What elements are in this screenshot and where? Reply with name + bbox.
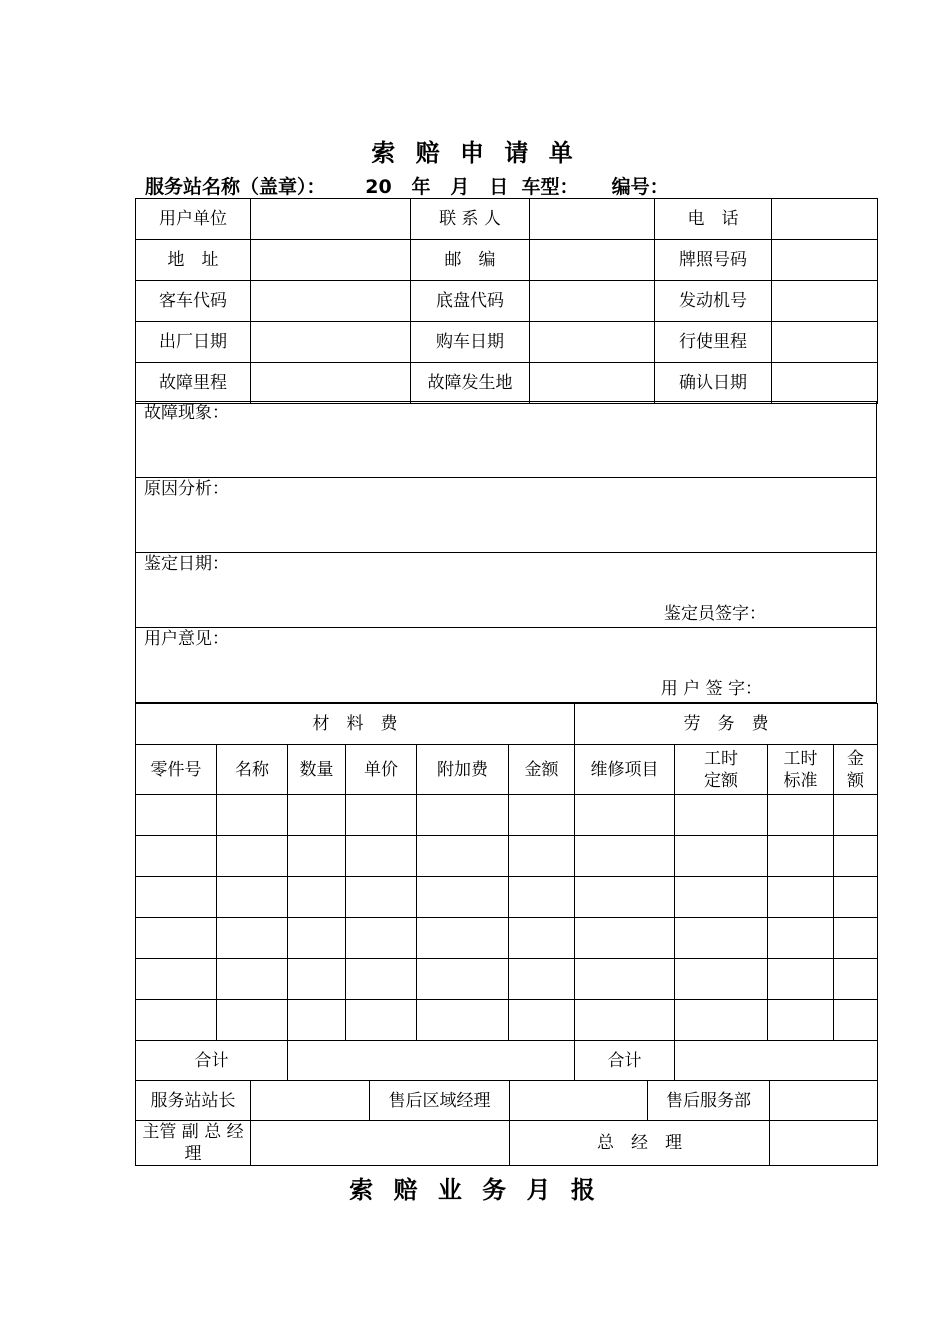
info-label: 底盘代码 [411,281,530,322]
approval-label: 售后服务部 [648,1081,770,1121]
info-label: 用户单位 [136,199,251,240]
table-cell[interactable] [288,918,346,959]
info-value-field[interactable] [530,240,655,281]
table-cell[interactable] [575,918,675,959]
next-title: 索 赔 业 务 月 报 [349,1176,601,1204]
table-cell[interactable] [575,795,675,836]
info-value-field[interactable] [772,322,878,363]
table-cell[interactable] [834,918,878,959]
column-header: 名称 [217,745,288,795]
info-row [136,322,878,363]
table-cell[interactable] [675,918,768,959]
table-cell[interactable] [217,1000,288,1041]
table-cell[interactable] [417,918,509,959]
info-label: 电 话 [655,199,772,240]
info-label: 购车日期 [411,322,530,363]
info-value-field[interactable] [530,363,655,404]
column-header: 单价 [346,745,417,795]
info-label: 故障里程 [136,363,251,404]
form-title: 索 赔 申 请 单 [371,139,579,167]
table-cell[interactable] [417,795,509,836]
number-label: 编号： [611,176,669,198]
year-label: 年 [411,176,431,198]
approval-signature-field[interactable] [251,1121,510,1166]
table-cell[interactable] [136,1000,217,1041]
column-header: 金 额 [834,745,878,795]
table-cell[interactable] [136,795,217,836]
material-fee-header: 材 料 费 [136,704,575,745]
user-sign-label: 用 户 签 字： [660,679,762,699]
table-cell[interactable] [575,877,675,918]
table-cell[interactable] [575,836,675,877]
table-cell[interactable] [675,836,768,877]
column-header: 工时 定额 [675,745,768,795]
user-opinion-cell [136,628,877,703]
table-cell[interactable] [217,877,288,918]
table-cell[interactable] [834,836,878,877]
table-cell[interactable] [509,836,575,877]
labor-total-field[interactable] [675,1041,878,1081]
info-value-field[interactable] [251,363,411,404]
info-label: 联 系 人 [411,199,530,240]
table-cell[interactable] [417,959,509,1000]
table-cell[interactable] [417,836,509,877]
column-header: 零件号 [136,745,217,795]
material-total-field[interactable] [288,1041,575,1081]
table-cell[interactable] [509,877,575,918]
approval-label: 售后区域经理 [370,1081,510,1121]
info-label: 客车代码 [136,281,251,322]
info-table [135,198,878,404]
column-header: 工时 标准 [768,745,834,795]
total-label: 合计 [575,1041,675,1081]
table-cell[interactable] [768,795,834,836]
table-cell[interactable] [675,877,768,918]
table-cell[interactable] [834,795,878,836]
table-row [136,1000,878,1041]
table-cell[interactable] [834,877,878,918]
column-header: 金额 [509,745,575,795]
info-value-field[interactable] [530,322,655,363]
table-cell[interactable] [834,959,878,1000]
info-value-field[interactable] [772,363,878,404]
remarks-table [135,401,877,703]
info-label: 地 址 [136,240,251,281]
table-cell[interactable] [417,1000,509,1041]
info-row [136,281,878,322]
table-row [136,877,878,918]
column-header: 数量 [288,745,346,795]
info-label: 邮 编 [411,240,530,281]
table-cell[interactable] [768,1000,834,1041]
table-cell[interactable] [675,1000,768,1041]
cause-analysis-label: 原因分析： [136,478,877,553]
table-cell[interactable] [768,836,834,877]
station-label: 服务站名称（盖章）： [145,176,326,198]
table-cell[interactable] [768,959,834,1000]
table-cell[interactable] [346,918,417,959]
table-cell[interactable] [288,795,346,836]
table-cell[interactable] [575,959,675,1000]
approval-table [135,1080,878,1166]
table-cell[interactable] [217,795,288,836]
approval-signature-field[interactable] [770,1121,878,1166]
table-row [136,795,878,836]
table-cell[interactable] [509,959,575,1000]
column-header: 维修项目 [575,745,675,795]
table-cell[interactable] [288,836,346,877]
approval-label: 主管 副 总 经 理 [136,1121,251,1166]
table-cell[interactable] [509,795,575,836]
approval-label: 总 经 理 [510,1121,770,1166]
table-row [136,918,878,959]
info-value-field[interactable] [772,281,878,322]
table-cell[interactable] [675,795,768,836]
info-label: 发动机号 [655,281,772,322]
table-cell[interactable] [575,1000,675,1041]
table-cell[interactable] [217,918,288,959]
info-value-field[interactable] [251,281,411,322]
table-cell[interactable] [346,795,417,836]
table-cell[interactable] [346,1000,417,1041]
appraiser-sign-label: 鉴定员签字： [664,604,766,624]
day-label: 日 [489,176,509,198]
table-row [136,836,878,877]
table-cell[interactable] [346,836,417,877]
approval-label: 服务站站长 [136,1081,251,1121]
appraisal-cell [136,553,877,628]
table-cell[interactable] [768,918,834,959]
table-cell[interactable] [509,918,575,959]
info-label: 出厂日期 [136,322,251,363]
form-header [145,172,669,199]
column-header: 附加费 [417,745,509,795]
approval-signature-field[interactable] [510,1081,648,1121]
table-cell[interactable] [675,959,768,1000]
fee-table [135,703,878,1081]
info-value-field[interactable] [530,281,655,322]
labor-fee-header: 劳 务 费 [575,704,878,745]
fault-phenomenon-label: 故障现象： [136,402,877,478]
table-cell[interactable] [346,959,417,1000]
info-label: 行使里程 [655,322,772,363]
info-label: 牌照号码 [655,240,772,281]
table-cell[interactable] [417,877,509,918]
table-cell[interactable] [288,1000,346,1041]
info-row [136,363,878,404]
table-cell[interactable] [136,877,217,918]
info-row [136,199,878,240]
table-cell[interactable] [288,959,346,1000]
table-cell[interactable] [834,1000,878,1041]
approval-signature-field[interactable] [770,1081,878,1121]
table-cell[interactable] [346,877,417,918]
info-label: 故障发生地 [411,363,530,404]
info-label: 确认日期 [655,363,772,404]
table-cell[interactable] [217,959,288,1000]
total-row [136,1041,878,1081]
approval-signature-field[interactable] [251,1081,370,1121]
approval-row [136,1081,878,1121]
info-value-field[interactable] [530,199,655,240]
table-cell[interactable] [288,877,346,918]
appraisal-date-label: 鉴定日期： [144,554,229,574]
table-cell[interactable] [217,836,288,877]
table-cell[interactable] [768,877,834,918]
info-value-field[interactable] [251,199,411,240]
table-cell[interactable] [136,918,217,959]
total-label: 合计 [136,1041,288,1081]
fee-column-header-row [136,745,878,795]
year-prefix: 20 [365,176,392,198]
approval-row [136,1121,878,1166]
table-cell[interactable] [136,836,217,877]
month-label: 月 [450,176,470,198]
model-label: 车型： [521,176,579,198]
table-cell[interactable] [509,1000,575,1041]
info-value-field[interactable] [772,199,878,240]
info-row [136,240,878,281]
info-value-field[interactable] [251,322,411,363]
table-cell[interactable] [136,959,217,1000]
user-opinion-label: 用户意见： [144,629,229,649]
info-value-field[interactable] [772,240,878,281]
info-value-field[interactable] [251,240,411,281]
table-row [136,959,878,1000]
